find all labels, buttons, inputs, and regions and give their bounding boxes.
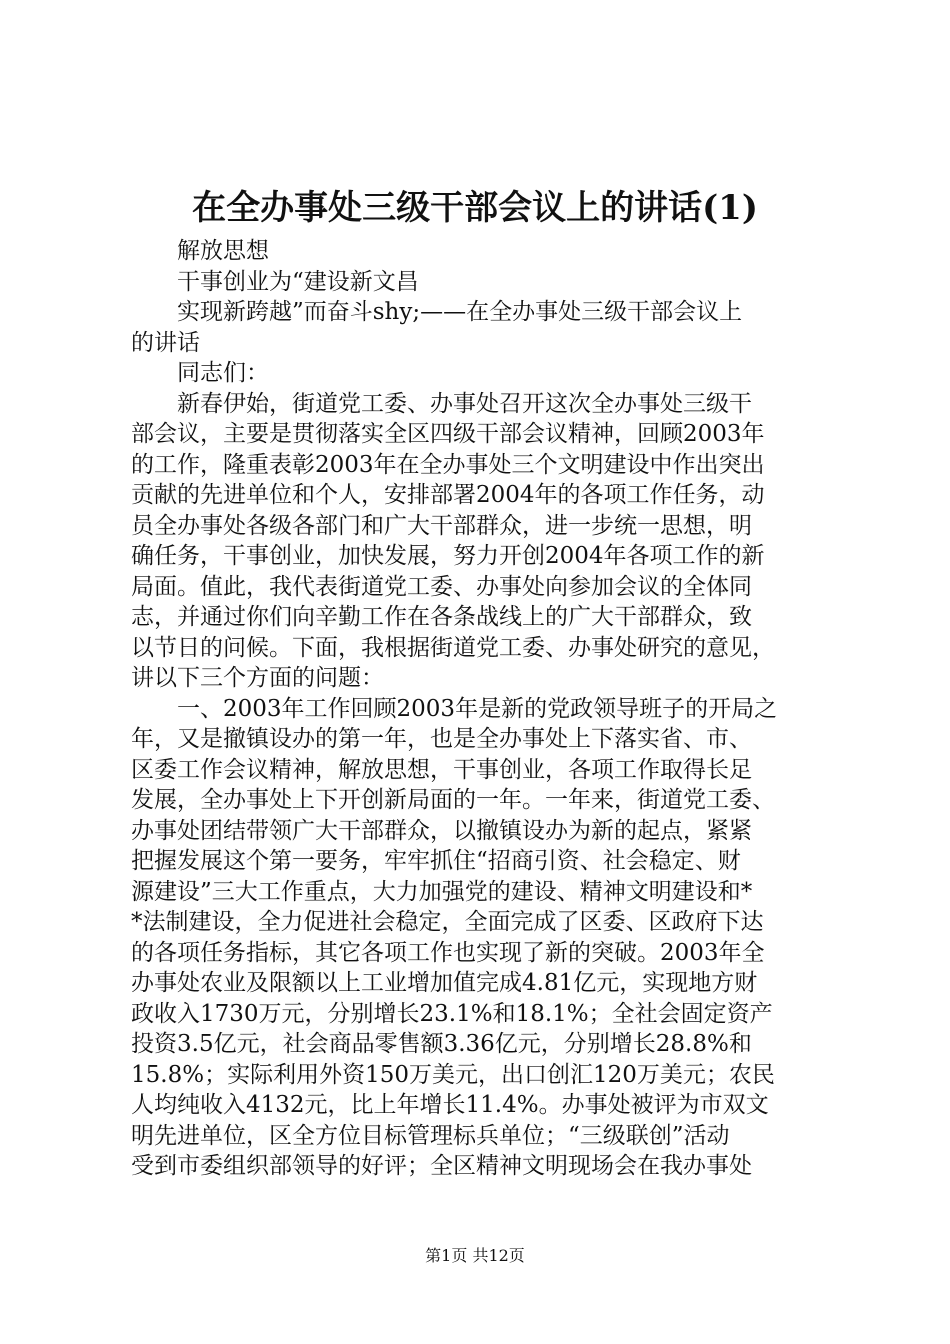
body-line: 局面。值此，我代表街道党工委、办事处向参加会议的全体同 [131,573,752,600]
body-line: 源建设”三大工作重点，大力加强党的建设、精神文明建设和* [131,878,753,905]
body-line: 发展，全办事处上下开创新局面的一年。一年来，街道党工委、 [131,787,775,813]
document-title: 在全办事处三级干部会议上的讲话(1) [192,188,758,228]
body-line: 受到市委组织部领导的好评；全区精神文明现场会在我办事处 [131,1153,752,1179]
body-line: 部会议，主要是贯彻落实全区四级干部会议精神，回顾2003年 [131,421,765,447]
body-line: 区委工作会议精神，解放思想，干事创业，各项工作取得长足 [131,756,752,783]
body-line: 办事处农业及限额以上工业增加值完成4.81亿元，实现地方财 [131,970,758,996]
body-line: 明先进单位，区全方位目标管理标兵单位；“三级联创”活动 [131,1122,730,1149]
body-line: 志，并通过你们向辛勤工作在各条战线上的广大干部群众，致 [131,604,752,630]
body-line: 解放思想 [177,238,269,264]
body-line: 办事处团结带领广大干部群众，以撤镇设办为新的起点，紧紧 [131,817,752,844]
body-line: 实现新跨越”而奋斗shy;——在全办事处三级干部会议上 [177,299,743,325]
body-line: 员全办事处各级各部门和广大干部群众，进一步统一思想，明 [131,512,752,539]
body-line: 贡献的先进单位和个人，安排部署2004年的各项工作任务，动 [131,482,765,508]
body-line: 同志们： [177,360,269,386]
body-line: 的工作，隆重表彰2003年在全办事处三个文明建设中作出突出 [131,451,765,478]
body-line: 一、2003年工作回顾2003年是新的党政领导班子的开局之 [177,695,778,722]
body-line: 15.8%；实际利用外资150万美元，出口创汇120万美元；农民 [131,1061,775,1088]
document-body [131,236,831,1182]
body-line: 干事创业为“建设新文昌 [177,268,419,295]
body-line: 讲以下三个方面的问题： [131,665,384,691]
body-line: 确任务，干事创业，加快发展，努力开创2004年各项工作的新 [131,543,765,569]
body-line: 的讲话 [131,329,200,356]
body-line: 的各项任务指标，其它各项工作也实现了新的突破。2003年全 [131,939,765,966]
body-line: *法制建设，全力促进社会稳定，全面完成了区委、区政府下达 [131,909,764,935]
body-line: 新春伊始，街道党工委、办事处召开这次全办事处三级干 [177,390,752,417]
body-line: 政收入1730万元，分别增长23.1%和18.1%；全社会固定资产 [131,1000,773,1027]
body-line: 年，又是撤镇设办的第一年，也是全办事处上下落实省、市、 [131,726,752,752]
page-footer: 第1页 共12页 [425,1246,525,1265]
body-line: 人均纯收入4132元，比上年增长11.4%。办事处被评为市双文 [131,1092,769,1118]
body-line: 投资3.5亿元，社会商品零售额3.36亿元，分别增长28.8%和 [131,1031,752,1057]
body-line: 以节日的问候。下面，我根据街道党工委、办事处研究的意见， [131,634,775,661]
body-line: 把握发展这个第一要务，牢牢抓住“招商引资、社会稳定、财 [131,848,741,874]
